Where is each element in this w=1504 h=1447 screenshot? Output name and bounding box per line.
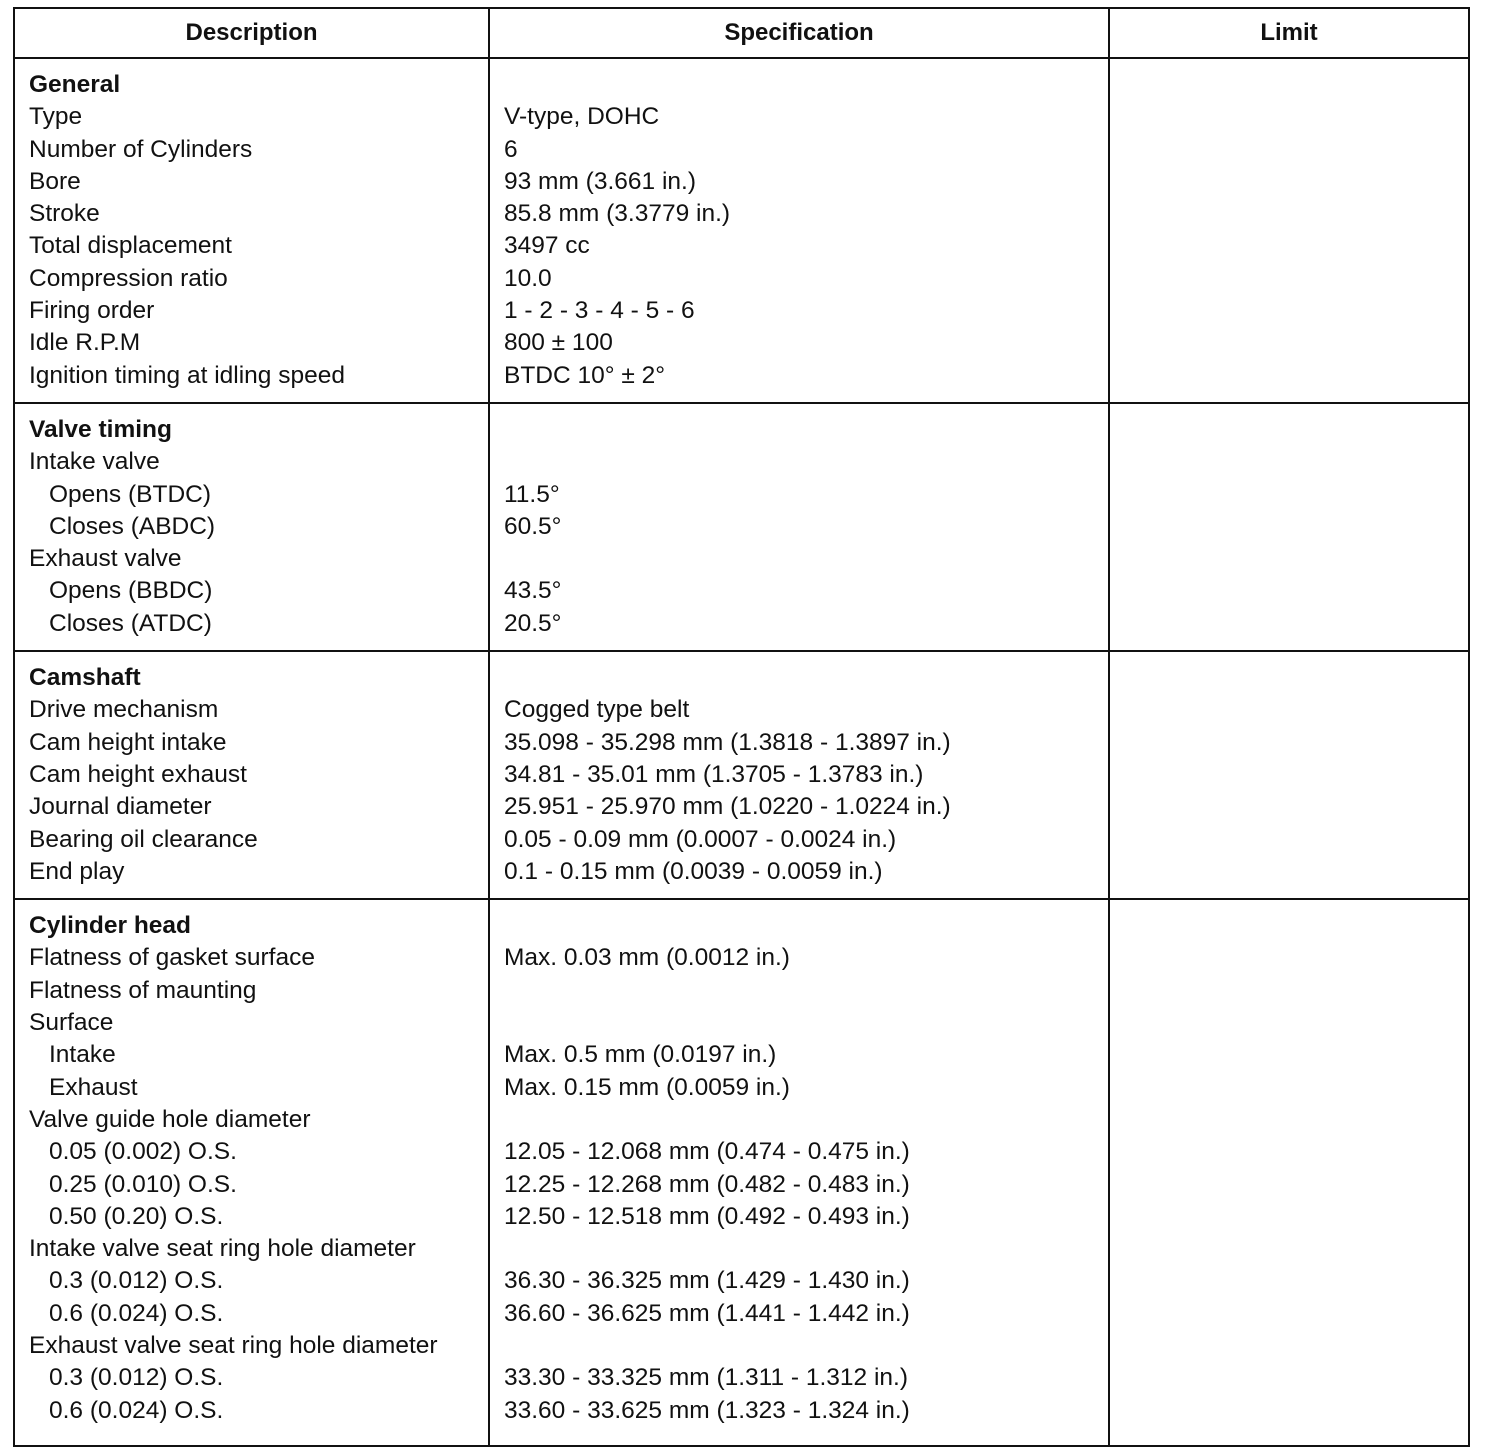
item-label: Exhaust valve seat ring hole diameter <box>29 1331 438 1359</box>
item-label: Number of Cylinders <box>29 135 253 163</box>
item-spec: 6 <box>504 135 518 163</box>
item-spec: 11.5° <box>504 480 560 508</box>
item-spec: 85.8 mm (3.3779 in.) <box>504 200 731 228</box>
limit-cell <box>1108 59 1468 402</box>
limit-cell <box>1108 404 1468 650</box>
item-spec: Max. 0.5 mm (0.0197 in.) <box>504 1041 777 1069</box>
item-label: Closes (ATDC) <box>49 609 212 637</box>
spec-blank <box>504 414 1108 446</box>
item-label: Opens (BBDC) <box>49 577 213 605</box>
table-header-row <box>15 9 1468 57</box>
description-cell <box>15 900 488 1445</box>
item-spec: 93 mm (3.661 in.) <box>504 167 696 195</box>
section-row <box>15 898 1468 1445</box>
item-spec: Cogged type belt <box>504 696 690 724</box>
item-label: Surface <box>29 1009 114 1037</box>
item-spec: 35.098 - 35.298 mm (1.3818 - 1.3897 in.) <box>504 728 951 756</box>
item-label: Flatness of maunting <box>29 976 257 1004</box>
limit-cell <box>1108 900 1468 1445</box>
item-spec: 33.60 - 33.625 mm (1.323 - 1.324 in.) <box>504 1396 910 1424</box>
spec-blank <box>504 910 1108 942</box>
section-title: Cylinder head <box>29 912 192 940</box>
section-row <box>15 402 1468 650</box>
item-spec: 0.1 - 0.15 mm (0.0039 - 0.0059 in.) <box>504 857 883 885</box>
item-label: 0.3 (0.012) O.S. <box>49 1267 224 1295</box>
section-row <box>15 650 1468 898</box>
item-spec <box>504 1104 1108 1136</box>
item-spec <box>504 543 1108 575</box>
item-label: Cam height exhaust <box>29 760 247 788</box>
header-description: Description <box>185 19 318 46</box>
item-label: Flatness of gasket surface <box>29 944 315 972</box>
item-spec: 12.50 - 12.518 mm (0.492 - 0.493 in.) <box>504 1202 910 1230</box>
header-specification: Specification <box>488 9 1108 57</box>
item-label: 0.6 (0.024) O.S. <box>49 1396 224 1424</box>
item-label: Total displacement <box>29 232 232 260</box>
item-label: Journal diameter <box>29 793 212 821</box>
item-spec: 12.25 - 12.268 mm (0.482 - 0.483 in.) <box>504 1170 910 1198</box>
item-label: Stroke <box>29 200 100 228</box>
item-spec: 3497 cc <box>504 232 590 260</box>
item-spec: Max. 0.03 mm (0.0012 in.) <box>504 944 790 972</box>
item-label: Valve guide hole diameter <box>29 1105 311 1133</box>
item-label: Intake <box>49 1041 116 1069</box>
item-spec: 34.81 - 35.01 mm (1.3705 - 1.3783 in.) <box>504 760 924 788</box>
item-spec <box>504 1007 1108 1039</box>
item-label: Closes (ABDC) <box>49 512 216 540</box>
table-body <box>15 57 1468 1445</box>
item-label: Bearing oil clearance <box>29 825 258 853</box>
spec-blank <box>504 662 1108 694</box>
item-spec: 36.30 - 36.325 mm (1.429 - 1.430 in.) <box>504 1267 910 1295</box>
section-title: General <box>29 71 121 98</box>
item-label: End play <box>29 857 125 885</box>
section-title: Valve timing <box>29 415 172 443</box>
item-label: Compression ratio <box>29 264 228 292</box>
item-spec: 43.5° <box>504 577 562 605</box>
item-label: Bore <box>29 167 81 195</box>
description-cell <box>15 404 488 650</box>
item-label: 0.25 (0.010) O.S. <box>49 1170 237 1198</box>
item-label: Intake valve seat ring hole diameter <box>29 1235 416 1263</box>
description-cell <box>15 59 488 402</box>
item-label: Cam height intake <box>29 728 227 756</box>
specification-cell <box>488 652 1108 898</box>
item-label: Opens (BTDC) <box>49 480 212 508</box>
item-label: 0.50 (0.20) O.S. <box>49 1202 224 1230</box>
section-row <box>15 57 1468 402</box>
item-spec <box>504 1233 1108 1265</box>
item-spec: 1 - 2 - 3 - 4 - 5 - 6 <box>504 297 695 325</box>
spec-blank <box>504 69 1108 101</box>
item-label: Drive mechanism <box>29 696 219 724</box>
item-spec: V-type, DOHC <box>504 103 660 131</box>
item-label: 0.6 (0.024) O.S. <box>49 1299 224 1327</box>
item-spec: 12.05 - 12.068 mm (0.474 - 0.475 in.) <box>504 1138 910 1166</box>
item-label: 0.3 (0.012) O.S. <box>49 1364 224 1392</box>
item-spec: Max. 0.15 mm (0.0059 in.) <box>504 1073 790 1101</box>
header-limit: Limit <box>1108 9 1468 57</box>
item-label: Idle R.P.M <box>29 329 141 357</box>
item-label: Type <box>29 103 83 131</box>
item-spec: 20.5° <box>504 609 562 637</box>
item-spec <box>504 446 1108 478</box>
item-spec: BTDC 10° ± 2° <box>504 361 666 389</box>
limit-cell <box>1108 652 1468 898</box>
item-label: 0.05 (0.002) O.S. <box>49 1138 237 1166</box>
specification-cell <box>488 59 1108 402</box>
item-spec: 10.0 <box>504 264 552 292</box>
item-spec: 800 ± 100 <box>504 329 613 357</box>
section-title: Camshaft <box>29 664 141 692</box>
item-spec: 25.951 - 25.970 mm (1.0220 - 1.0224 in.) <box>504 793 951 821</box>
description-cell <box>15 652 488 898</box>
item-label: Exhaust valve <box>29 545 182 573</box>
item-spec: 33.30 - 33.325 mm (1.311 - 1.312 in.) <box>504 1364 909 1392</box>
spec-table <box>13 7 1470 1447</box>
item-spec: 0.05 - 0.09 mm (0.0007 - 0.0024 in.) <box>504 825 897 853</box>
item-spec <box>504 975 1108 1007</box>
item-label: Ignition timing at idling speed <box>29 361 345 389</box>
item-label: Firing order <box>29 297 155 325</box>
item-spec: 60.5° <box>504 512 562 540</box>
item-label: Exhaust <box>49 1073 138 1101</box>
specification-cell <box>488 404 1108 650</box>
item-spec: 36.60 - 36.625 mm (1.441 - 1.442 in.) <box>504 1299 910 1327</box>
specification-cell <box>488 900 1108 1445</box>
item-spec <box>504 1330 1108 1362</box>
item-label: Intake valve <box>29 448 160 476</box>
